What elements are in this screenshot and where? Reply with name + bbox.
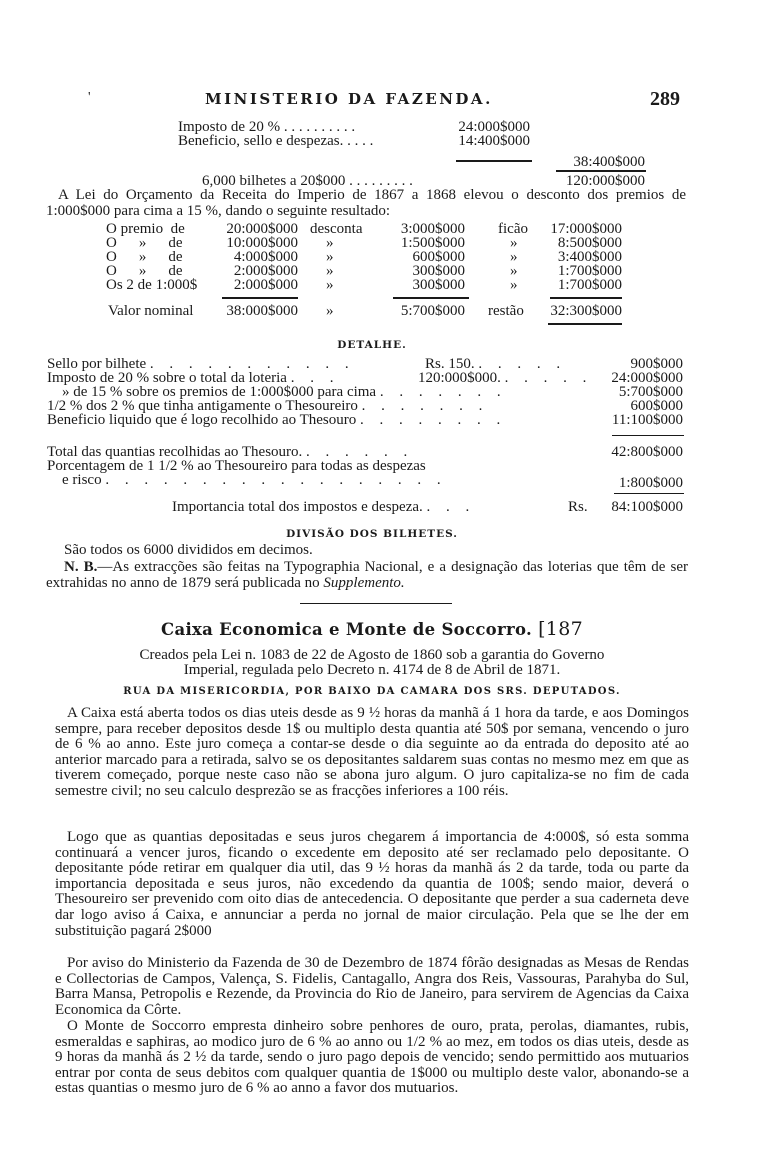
rule: [393, 297, 469, 299]
cell-verb2: ficão: [498, 221, 528, 237]
premio-row-3-label: [106, 250, 183, 264]
rule: [456, 160, 532, 162]
total-amount: 38:000$000: [226, 303, 298, 319]
paragraph-text: Por aviso do Ministerio da Fazenda de 30 de Dezembro de 1874 fôrão designadas as Mesas de Rendas e Collectorias de Campos, Valença, S. Fidelis, Cantagallo, Angra dos Reis, Vassouras, Parahyba do Sul, Barra Mansa, Petropolis e Rezende, da Provincia do Rio de Janeiro, para servirem de Agencias da Caixa Economica da Côrte.: [55, 955, 689, 1018]
cell-net: 8:500$000: [557, 235, 622, 251]
caixa-subtitle-2: Imperial, regulada pelo Decreto n. 4174 de 8 de Abril de 1871.: [183, 662, 561, 678]
summary-row-imposto-label: [178, 120, 355, 134]
detalhe-value: 900$000: [630, 356, 683, 372]
caixa-subtitle-1: Creados pela Lei n. 1083 de 22 de Agosto de 1860 sob a garantia do Governo: [139, 647, 605, 663]
cell-verb2: »: [510, 277, 518, 293]
dot-leader: . . . . . . .: [379, 384, 507, 400]
rule: [612, 435, 684, 436]
cell-verb2: »: [510, 249, 518, 265]
cell-verb2: »: [510, 235, 518, 251]
cell-amount: 2:000$000: [233, 277, 298, 293]
dot-leader: . . . . . . . .: [359, 412, 507, 428]
dot-leader: . . . . . . .: [361, 398, 489, 414]
detalhe-value: 5:700$000: [618, 384, 683, 400]
detalhe-value: 11:100$000: [611, 412, 683, 428]
dot-leader: . . . . .: [478, 356, 567, 372]
section-heading-detalhe: DETALHE.: [337, 339, 407, 351]
dot-leader: . . . . . . . . . .: [283, 119, 356, 135]
cell-net: 1:700$000: [557, 263, 622, 279]
paragraph-text: Logo que as quantias depositadas e seus juros chegarem á importancia de 4:000$, só esta somma continuará a vencer juros, ficando o excedente em deposito até ser reclamado pelo depositante. O depositante póde retirar em qualquer dia util, das 9 ½ horas da manhã ás 2 da tarde, toda ou parte da importancia depositada e seus juros, não excedendo da quantia de 100$; sendo maior, deverá o Thesoureiro ser prevenido com oito dias de antecedencia. O depositante que perder a sua caderneta deve dar logo aviso á Caixa, e annunciar a perda no jornal de maior circulação. Pela que se lhe der em substituição pagará 2$000: [55, 829, 689, 939]
caixa-paragraph-4: [55, 1019, 689, 1097]
paragraph-text: A Caixa está aberta todos os dias uteis desde as 9 ½ horas da manhã á 1 hora da tarde, e aos Domingos sempre, para receber depositos desde 1$ ou multiplo desta quantia até 50$ por semana, vencendo o juro de 6 % ao anno. Este juro começa a contar-se desde o dia seguinte ao da entrada do deposito até ao anterior marcado para a retirada, salvo se os depositantes saldarem suas contas no mesmo mez em que as tiverem começado, porque neste caso não se abona juro algum. O juro capitaliza-se no fim de cada semestre civil; no seu calculo desprezão se as fracções inferiores a 100 réis.: [55, 705, 689, 799]
detalhe-mid: [425, 357, 566, 371]
cell: »: [138, 249, 147, 265]
grand-total-value: 84:100$000: [611, 499, 683, 515]
caixa-paragraph-1: [55, 706, 689, 800]
cell-discount: 300$000: [412, 277, 465, 293]
porcentagem-label: Porcentagem de 1 1/2 % ao Thesoureiro para todas as despezas: [47, 458, 426, 474]
grand-total-rs: Rs.: [568, 499, 588, 515]
cell: de: [168, 235, 183, 251]
detalhe-mid: [418, 371, 592, 385]
summary-value: 14:400$000: [458, 133, 530, 149]
total-discount: 5:700$000: [400, 303, 465, 319]
label: Beneficio liquido que é logo recolhido ao Thesouro: [47, 412, 357, 428]
cell-verb: »: [326, 277, 334, 293]
detalhe-value: 24:000$000: [611, 370, 683, 386]
dot-leader: . . . . .: [504, 370, 593, 386]
cell-amount: 2:000$000: [233, 263, 298, 279]
summary-subtotal: 38:400$000: [573, 154, 645, 170]
nb-text: —As extracções são feitas na Typographia Nacional, e a designação das loterias que têm de ser extrahidas no anno de 1879 será publicada no: [46, 559, 689, 591]
dot-leader: . . . .: [347, 133, 374, 149]
nb-label: N. B.: [64, 559, 98, 575]
porcentagem-label-cont: [62, 473, 447, 487]
detalhe-row-label: [47, 413, 506, 427]
detalhe-row-label: [47, 357, 355, 371]
rule: [614, 493, 684, 494]
dot-leader: . . .: [290, 370, 340, 386]
summary-label: Beneficio, sello e despezas.: [178, 133, 344, 149]
label: e risco: [62, 472, 102, 488]
cell: »: [138, 263, 147, 279]
premio-row-5-label: Os 2 de 1:000$: [106, 277, 198, 293]
section-heading-divisao: DIVISÃO DOS BILHETES.: [286, 528, 458, 540]
cell-net: 1:700$000: [557, 277, 622, 293]
premio-row-2-label: [106, 236, 183, 250]
cell-discount: 300$000: [412, 263, 465, 279]
intro-text: A Lei do Orçamento da Receita do Imperio de 1867 a 1868 elevou o desconto dos premios de 1:000$000 para cima a 15 %, dando o seguinte resultado:: [46, 187, 686, 219]
cell-net: 17:000$000: [550, 221, 622, 237]
porcentagem-value: 1:800$000: [618, 475, 683, 491]
reference-number: [187: [538, 618, 583, 640]
stray-mark: ': [88, 90, 91, 105]
summary-value: 24:000$000: [458, 119, 530, 135]
dot-leader: . . . . . . . . . . . . . . . . . .: [105, 472, 447, 488]
page-number: 289: [650, 88, 680, 110]
caixa-address: RUA DA MISERICORDIA, POR BAIXO DA CAMARA DOS SRS. DEPUTADOS.: [123, 686, 621, 697]
mid-value: 120:000$000.: [418, 370, 501, 386]
cell: de: [168, 249, 183, 265]
tickets-line: [202, 174, 413, 188]
cell-verb: »: [326, 249, 334, 265]
summary-row-beneficio-label: [178, 134, 373, 148]
label: Importancia total dos impostos e despeza.: [172, 499, 423, 515]
detalhe-value: 600$000: [630, 398, 683, 414]
section-separator: [300, 603, 452, 604]
cell: O: [106, 263, 117, 279]
caixa-title: [55, 618, 689, 640]
cell-verb2: »: [510, 263, 518, 279]
cell-discount: 600$000: [412, 249, 465, 265]
cell-discount: 1:500$000: [400, 235, 465, 251]
total-net: 32:300$000: [550, 303, 622, 319]
nb-paragraph: [46, 560, 688, 591]
tickets-total: 120:000$000: [565, 173, 645, 189]
cell: »: [138, 235, 147, 251]
detalhe-row-label: [47, 371, 339, 385]
intro-paragraph: [46, 188, 686, 219]
cell-amount: 10:000$000: [226, 235, 298, 251]
detalhe-row-label: [62, 385, 507, 399]
cell-net: 3:400$000: [557, 249, 622, 265]
cell: de: [168, 263, 183, 279]
summary-label: Imposto de 20 %: [178, 119, 281, 135]
tickets-label: 6,000 bilhetes a 20$000: [202, 173, 346, 189]
rule: [222, 297, 298, 299]
dot-leader: . . . . . . . . .: [349, 173, 413, 189]
mid-value: Rs. 150.: [425, 356, 475, 372]
premio-row-4-label: [106, 264, 183, 278]
label: 1/2 % dos 2 % que tinha antigamente o Thesoureiro: [47, 398, 358, 414]
cell-amount: 20:000$000: [226, 221, 298, 237]
label: Total das quantias recolhidas ao Thesouro.: [47, 444, 303, 460]
total-thesouro-label: [47, 445, 413, 459]
rule: [556, 170, 646, 172]
total-verb2: restão: [488, 303, 524, 319]
cell: O: [106, 235, 117, 251]
dot-leader: . . . . . . . . . . .: [149, 356, 355, 372]
nb-italic: Supplemento.: [323, 574, 405, 591]
cell-discount: 3:000$000: [400, 221, 465, 237]
cell-verb: »: [326, 263, 334, 279]
cell: O premio: [106, 221, 164, 237]
paragraph-text: O Monte de Soccorro empresta dinheiro sobre penhores de ouro, prata, perolas, diamantes, rubis, esmeraldas e saphiras, ao modico juro de 6 % ao anno ou 1/2 % ao mez, em todos os dias uteis, desde as 9 horas da manhã ás 2 ½ da tarde, sendo o juro pago depois de vencido; sendo permittido aos mutuarios entrar por conta de seus debitos com qualquer quantia de 1$000 ou multiplo deste valor, abonando-se a estas quantias o mesmo juro de 6 % ao anno a favor dos mutuarios.: [55, 1018, 689, 1097]
dot-leader: . . . . . .: [306, 444, 414, 460]
cell-amount: 4:000$000: [233, 249, 298, 265]
total-thesouro-value: 42:800$000: [611, 444, 683, 460]
total-row-label: Valor nominal: [108, 303, 194, 319]
running-header-title: MINISTERIO DA FAZENDA.: [205, 90, 493, 108]
cell-verb: desconta: [310, 221, 363, 237]
caixa-paragraph-3: [55, 956, 689, 1018]
divisao-text: São todos os 6000 divididos em decimos.: [64, 542, 313, 558]
cell: O: [106, 249, 117, 265]
rule: [548, 323, 622, 325]
rule: [550, 297, 622, 299]
premio-row-1-label: [106, 222, 185, 236]
label: Sello por bilhete: [47, 356, 147, 372]
title-text: Caixa Economica e Monte de Soccorro.: [161, 620, 533, 639]
label: » de 15 % sobre os premios de 1:000$000 para cima: [62, 384, 377, 400]
cell: de: [170, 221, 185, 237]
total-verb: »: [326, 303, 334, 319]
dot-leader: . . .: [426, 499, 476, 515]
grand-total-label: [172, 500, 475, 514]
detalhe-row-label: [47, 399, 488, 413]
caixa-paragraph-2: [55, 830, 689, 939]
cell-verb: »: [326, 235, 334, 251]
label: Imposto de 20 % sobre o total da loteria: [47, 370, 287, 386]
